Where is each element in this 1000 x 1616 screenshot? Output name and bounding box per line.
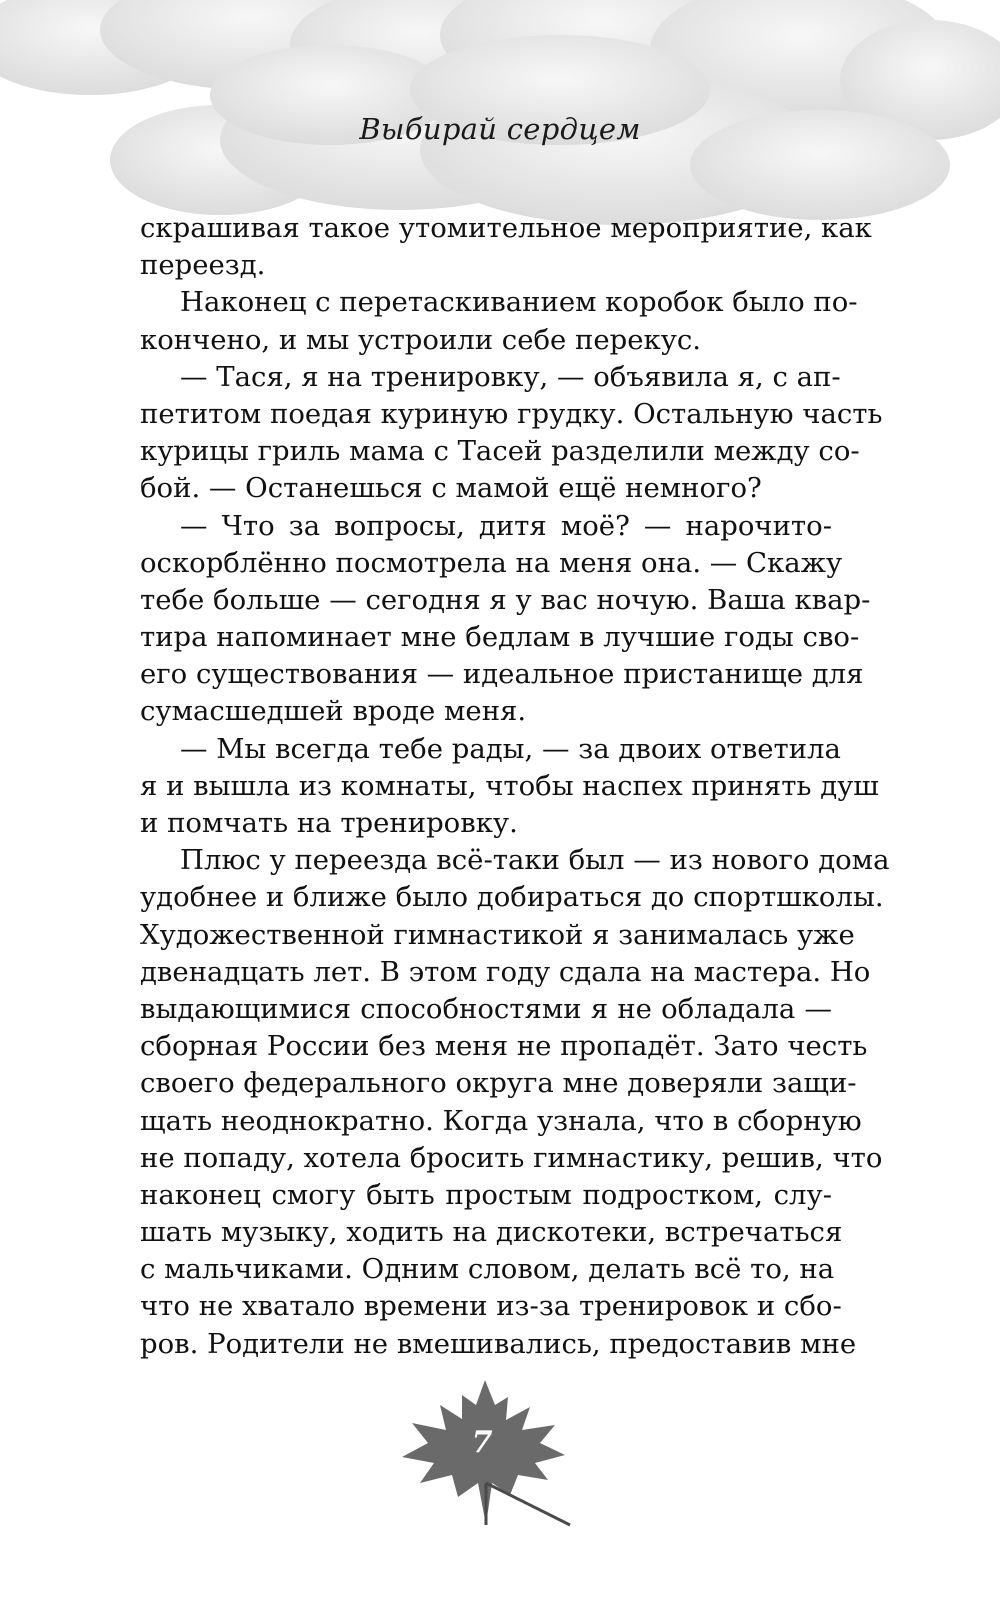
text-line: — Тася, я на тренировку, — объявила я, с ап- — [180, 360, 841, 393]
text-line: ров. Родители не вмешивались, предоставив мне — [140, 1327, 857, 1360]
text-line: оскорблённо посмотрела на меня она. — Скажу — [140, 546, 843, 579]
text-line: тира напоминает мне бедлам в лучшие годы сво- — [140, 621, 860, 654]
text-line: кончено, и мы устроили себе перекус. — [140, 323, 702, 356]
text-line: петитом поедая куриную грудку. Остальную часть — [140, 397, 883, 430]
text-line: двенадцать лет. В этом году сдала на мастера. Но — [140, 955, 871, 988]
text-line: его существования — идеальное пристанище для — [140, 658, 864, 691]
text-line: — Мы всегда тебе рады, — за двоих ответила — [180, 732, 841, 765]
running-title: Выбирай сердцем — [359, 112, 641, 146]
text-line: Художественной гимнастикой я занималась уже — [140, 918, 855, 951]
text-line: Плюс у переезда всё-таки был — из нового дома — [180, 844, 890, 877]
text-line: — Что за вопросы, дитя моё? — нарочито- — [180, 509, 832, 542]
text-line: сборная России без меня не пропадёт. Зато честь — [140, 1030, 868, 1063]
text-line: выдающимися способностями я не обладала — — [140, 992, 832, 1025]
text-line: своего федерального округа мне доверяли защи- — [140, 1067, 857, 1100]
text-line: с мальчиками. Одним словом, делать всё то, на — [140, 1253, 835, 1286]
text-line: что не хватало времени из-за тренировок и сбо- — [140, 1290, 842, 1323]
text-line: наконец смогу быть простым подростком, слу- — [140, 1178, 832, 1211]
text-line: переезд. — [140, 249, 266, 282]
text-line: бой. — Останешься с мамой ещё немного? — [140, 472, 762, 505]
text-line: удобнее и ближе было добираться до спортшколы. — [140, 881, 884, 914]
text-line: курицы гриль мама с Тасей разделили между со- — [140, 435, 860, 468]
body-text — [140, 210, 890, 1363]
text-line: сумасшедшей вроде меня. — [140, 695, 527, 728]
text-line: Наконец с перетаскиванием коробок было по- — [180, 286, 858, 319]
text-line: я и вышла из комнаты, чтобы наспех принять душ — [140, 769, 879, 802]
text-line: не попаду, хотела бросить гимнастику, решив, что — [140, 1141, 883, 1174]
text-line: щать неоднократно. Когда узнала, что в сборную — [140, 1104, 862, 1137]
text-line: скрашивая такое утомительное мероприятие, как — [140, 212, 872, 244]
text-line: тебе больше — сегодня я у вас ночую. Ваша квар- — [140, 583, 871, 616]
text-line: шать музыку, ходить на дискотеки, встречаться — [140, 1216, 843, 1249]
page-number: 7 — [471, 1425, 493, 1460]
text-line: и помчать на тренировку. — [140, 807, 518, 839]
